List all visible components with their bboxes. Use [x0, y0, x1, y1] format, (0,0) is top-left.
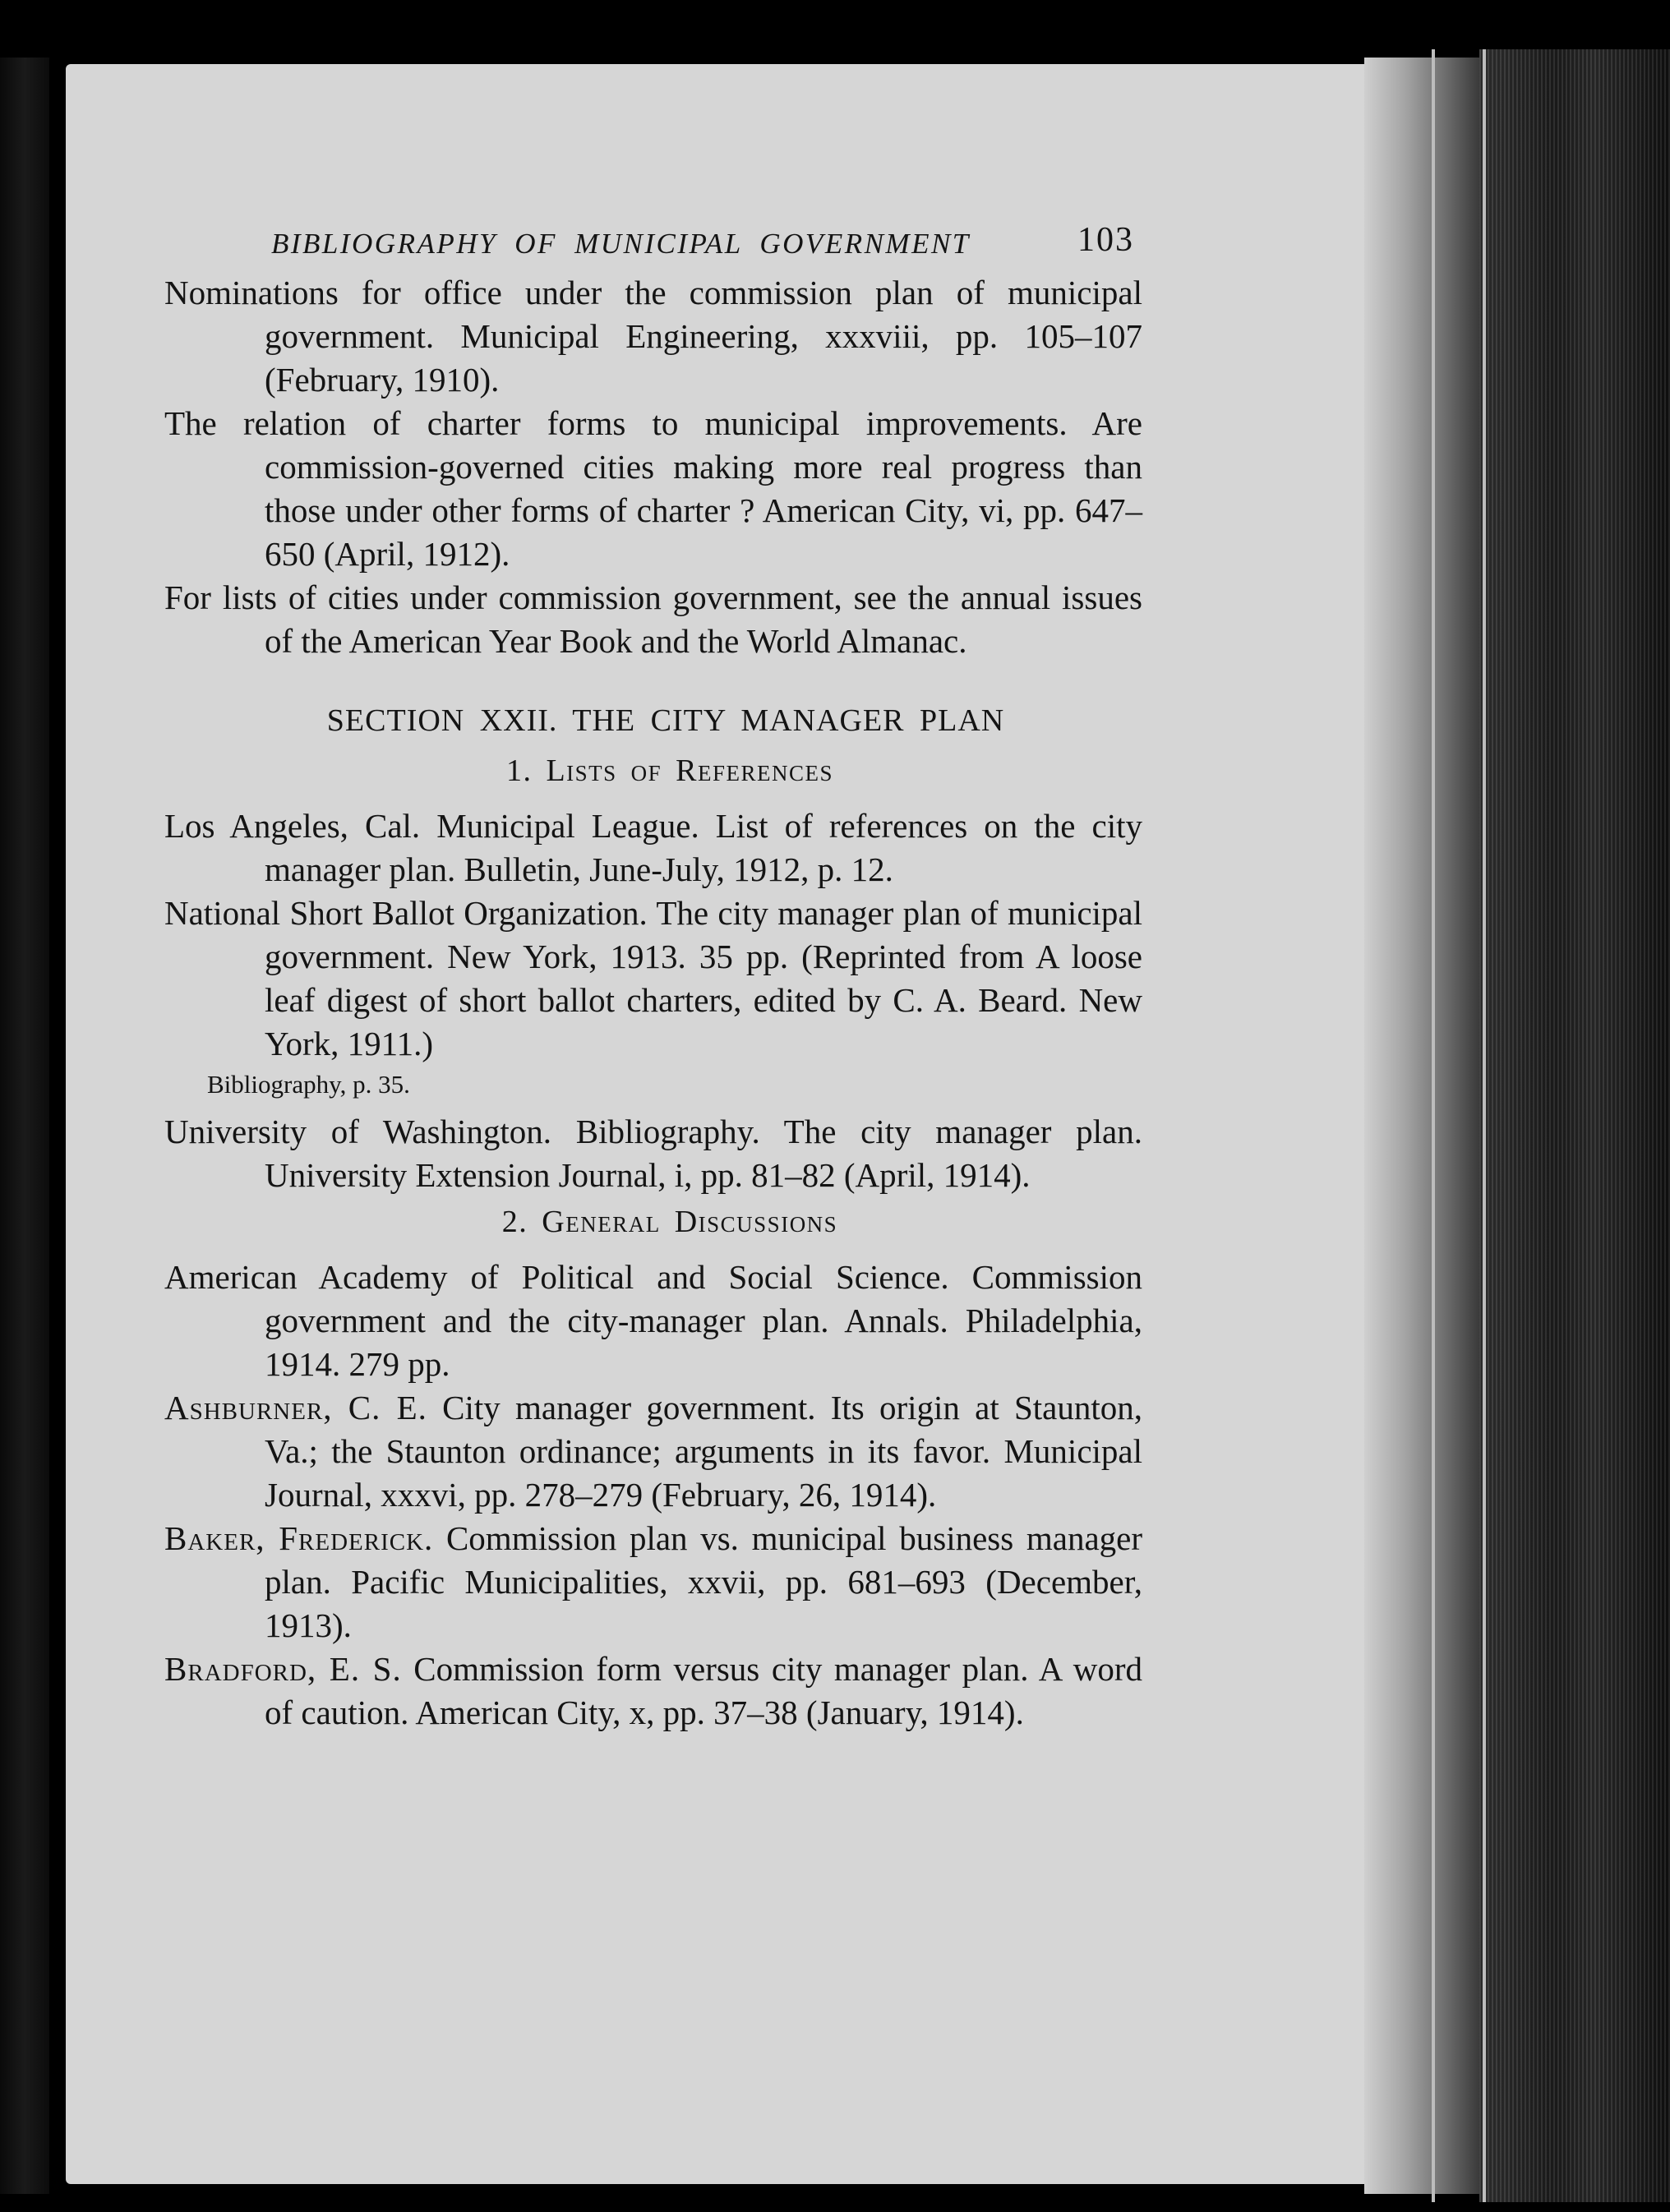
entry-author: Ashburner, C. E. [164, 1389, 427, 1426]
book-fore-edge [1479, 49, 1670, 2202]
entry-text: Commission form versus city manager plan. A word of caution. American City, x, pp. 37–38 (January, 1914). [265, 1650, 1143, 1731]
page-gutter-shadow [1364, 58, 1479, 2194]
section-heading: SECTION XXII. THE CITY MANAGER PLAN [326, 703, 1005, 738]
bibliography-entry [164, 1517, 1142, 1647]
bibliography-entry: University of Washington. Bibliography. The city manager plan. University Extension Journal, i, pp. 81–82 (April, 1914). [164, 1113, 1142, 1194]
subsection-heading-discussions: 2. General Discussions [501, 1205, 838, 1239]
bibliography-entry: National Short Ballot Organization. The city manager plan of municipal government. New York, 1913. 35 pp. (Reprinted from A loose leaf digest of short ballot charters, edited by C. A. Beard. New York, 1911.) [164, 894, 1142, 1062]
entry-text: Commission plan vs. municipal business manager plan. Pacific Municipalities, xxvii, pp. 681–693 (December, 1913). [265, 1519, 1143, 1644]
bibliography-entry: American Academy of Political and Social Science. Commission government and the city-manager plan. Annals. Philadelphia, 1914. 279 pp. [164, 1258, 1142, 1383]
entry-author: Baker, Frederick. [164, 1519, 434, 1557]
bibliography-entry: Nominations for office under the commission plan of municipal government. Municipal Engineering, xxxviii, pp. 105–107 (February, 1910). [164, 274, 1142, 399]
bibliography-entry: Los Angeles, Cal. Municipal League. List of references on the city manager plan. Bulletin, June-July, 1912, p. 12. [164, 807, 1142, 888]
entry-author: Bradford, E. S. [164, 1650, 402, 1688]
facing-page-edge [0, 58, 49, 2194]
entry-text: City manager government. Its origin at Staunton, Va.; the Staunton ordinance; arguments in its favor. Municipal Journal, xxxvi, pp. 278–279 (February, 26, 1914). [265, 1389, 1143, 1514]
bibliography-entry [164, 1647, 1142, 1735]
subsection-heading-lists: 1. Lists of References [505, 753, 834, 788]
fore-edge-line [1432, 49, 1435, 2202]
bibliography-entry [164, 1386, 1142, 1517]
page-number: 103 [1077, 221, 1134, 259]
running-title: BIBLIOGRAPHY OF MUNICIPAL GOVERNMENT [271, 228, 971, 260]
bibliography-entry: The relation of charter forms to municipal improvements. Are commission-governed cities making more real progress than those under other forms of charter ? American City, vi, pp. 647–650 (April, 1912). [164, 404, 1142, 573]
page-text [164, 222, 1142, 1735]
fore-edge-line [1483, 49, 1486, 2202]
bibliography-note: Bibliography, p. 35. [207, 1070, 410, 1099]
running-head [271, 222, 1142, 271]
bibliography-entry: For lists of cities under commission government, see the annual issues of the American Year Book and the World Almanac. [164, 578, 1142, 660]
